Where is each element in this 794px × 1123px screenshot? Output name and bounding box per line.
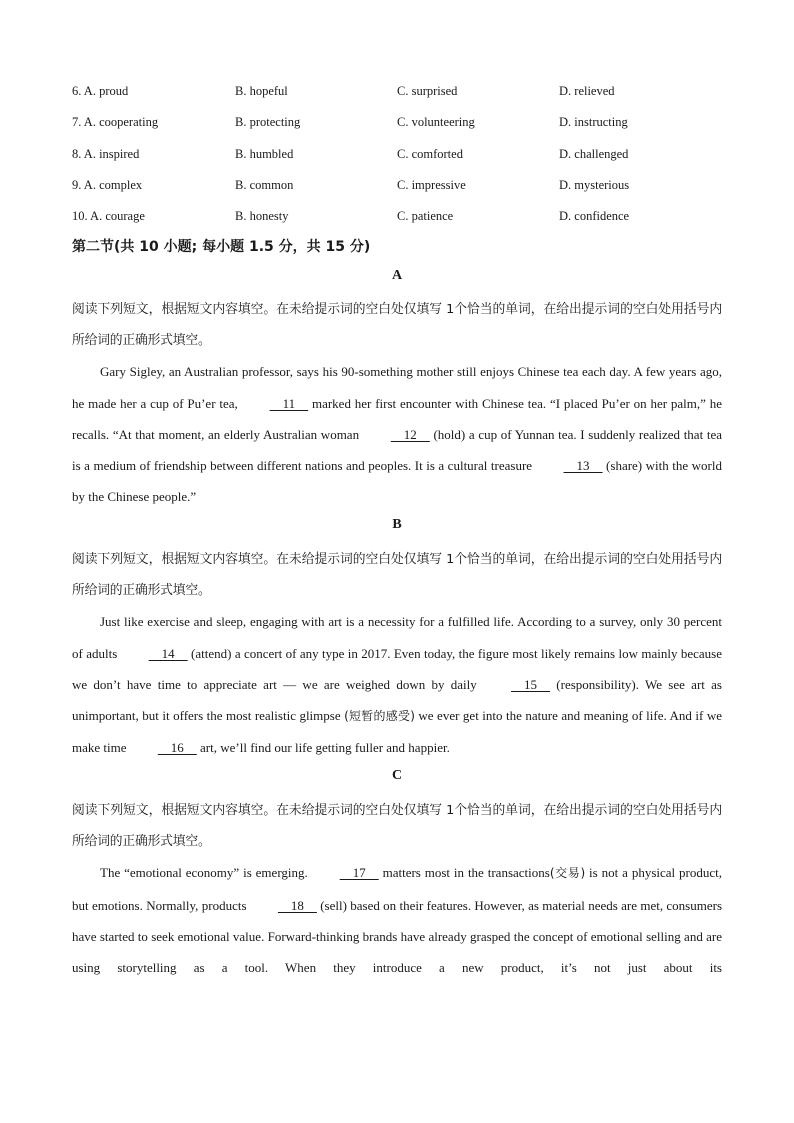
option-row — [72, 175, 732, 206]
option-b: B. common — [235, 177, 294, 192]
choice-options-table — [72, 81, 732, 237]
passage-text: (attend) a concert of any type in 2017. Even today, the figure most likely remains low mainly because we don’t have time to appreciate art — we are weighed down by daily — [72, 645, 722, 692]
option-d: D. instructing — [559, 115, 628, 130]
fill-blank[interactable]: 18 — [277, 897, 317, 913]
option-c: C. comforted — [397, 146, 463, 161]
option-c: C. impressive — [397, 177, 466, 192]
option-a: 9. A. complex — [72, 177, 143, 192]
option-row — [72, 206, 732, 237]
part-a-heading: A — [391, 268, 403, 283]
option-row — [72, 144, 732, 175]
chinese-gloss: (交易) — [549, 866, 586, 881]
part-c-passage — [72, 857, 722, 983]
fill-blank[interactable]: 11 — [269, 395, 309, 411]
passage-text: Gary Sigley, an Australian professor, says his 90-something mother still enjoys Chinese tea each day. A few years ago, he made her a cup of Pu’er tea, — [72, 364, 722, 411]
part-b-block — [72, 544, 722, 763]
part-b-passage — [72, 606, 722, 763]
option-a: 10. A. courage — [72, 209, 145, 224]
passage-text: (share) with the world by the Chinese people.” — [72, 458, 722, 505]
part-c-instruction: 阅读下列短文，根据短文内容填空。在未给提示词的空白处仅填写 1个恰当的单词，在给出提示词的空白处用括号内所给词的正确形式填空。 — [72, 803, 722, 850]
part-b-heading: B — [392, 517, 402, 532]
fill-blank[interactable]: 16 — [157, 740, 197, 756]
option-a: 7. A. cooperating — [72, 115, 159, 130]
fill-blank[interactable]: 15 — [511, 676, 551, 692]
passage-text: we ever get into the nature and meaning of life. And if we make time — [72, 708, 722, 756]
option-c: C. volunteering — [397, 115, 475, 130]
section-title: 第二节(共 10 小题; 每小题 1.5 分，共 15 分) — [72, 239, 371, 255]
passage-text: Just like exercise and sleep, engaging with art is a necessity for a fulfilled life. According to a survey, only 30 percent of adults — [72, 614, 722, 661]
passage-text: (sell) based on their features. However, as material needs are met, consumers have started to seek emotional value. Forward-thinking brands have already grasped the concept of emotional selling and are using storytelling as a tool. When they introduce a new product, it’s not just about its — [72, 897, 723, 976]
option-a: 8. A. inspired — [72, 146, 140, 161]
fill-blank[interactable]: 13 — [563, 458, 603, 474]
passage-text: (responsibility). We see art as unimportant, but it offers the most realistic glimpse — [72, 676, 722, 724]
part-c-block — [72, 795, 722, 983]
option-d: D. mysterious — [559, 177, 630, 192]
passage-text: matters most in the transactions — [378, 865, 550, 881]
option-b: B. honesty — [235, 209, 289, 224]
part-b-instruction: 阅读下列短文，根据短文内容填空。在未给提示词的空白处仅填写 1个恰当的单词，在给出提示词的空白处用括号内所给词的正确形式填空。 — [72, 552, 722, 599]
option-b: B. humbled — [235, 146, 294, 161]
fill-blank[interactable]: 17 — [339, 865, 379, 881]
option-row — [72, 112, 732, 143]
option-d: D. challenged — [559, 146, 629, 161]
part-c-heading: C — [391, 768, 403, 783]
option-d: D. confidence — [559, 209, 630, 224]
passage-text: marked her first encounter with Chinese tea. “I placed Pu’er on her palm,” he recalls. “At that moment, an elderly Australian woman — [72, 395, 723, 442]
passage-text: (hold) a cup of Yunnan tea. I suddenly realized that tea is a medium of friendship between different nations and peoples. It is a cultural treasure — [72, 426, 723, 474]
chinese-gloss: (短暂的感受) — [344, 709, 415, 724]
option-d: D. relieved — [559, 84, 615, 98]
part-a-block — [72, 294, 722, 512]
passage-text: art, we’ll find our life getting fuller and happier. — [196, 740, 450, 756]
part-a-instruction: 阅读下列短文，根据短文内容填空。在未给提示词的空白处仅填写 1个恰当的单词，在给出提示词的空白处用括号内所给词的正确形式填空。 — [72, 302, 722, 349]
option-c: C. surprised — [397, 84, 458, 98]
passage-text: is not a physical product, but emotions. Normally, products — [72, 865, 722, 913]
option-b: B. protecting — [235, 115, 301, 130]
passage-text: The “emotional economy” is emerging. — [100, 865, 312, 881]
option-b: B. hopeful — [235, 84, 288, 98]
part-a-passage — [72, 356, 722, 512]
fill-blank[interactable]: 12 — [390, 426, 430, 442]
fill-blank[interactable]: 14 — [148, 645, 188, 661]
option-a: 6. A. proud — [72, 84, 129, 98]
option-c: C. patience — [397, 209, 454, 224]
option-row — [72, 81, 732, 112]
